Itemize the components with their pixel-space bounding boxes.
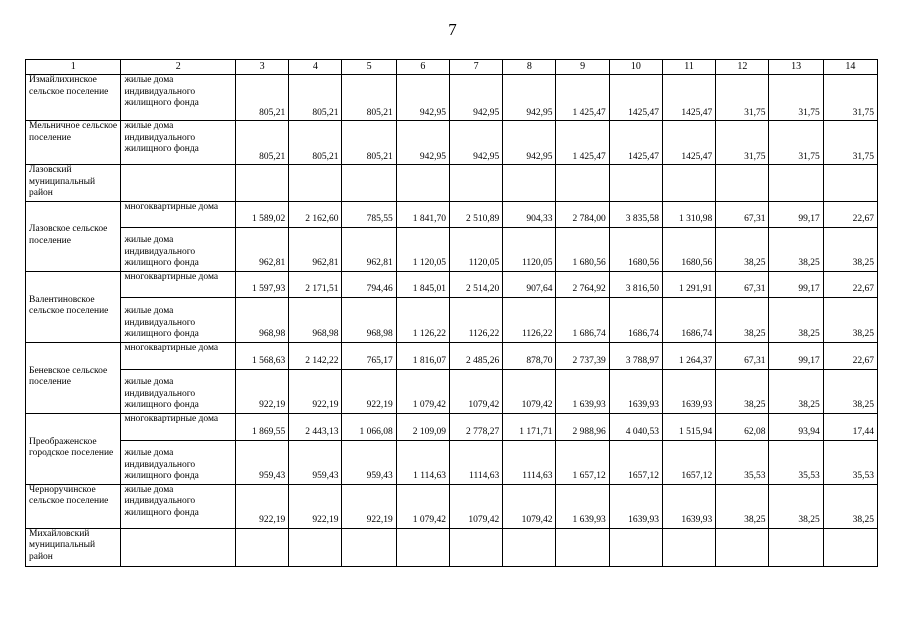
table-row (26, 484, 878, 528)
value-cell: 2 171,51 (289, 271, 342, 297)
value-cell: 1 639,93 (556, 369, 609, 413)
settlement-name: Мельничное сельское поселение (26, 121, 121, 165)
value-cell: 942,95 (449, 121, 502, 165)
value-cell: 1 589,02 (235, 201, 288, 227)
value-cell: 2 510,89 (449, 201, 502, 227)
value-cell: 1 425,47 (556, 121, 609, 165)
empty-cell (289, 165, 342, 202)
value-cell: 1 597,93 (235, 271, 288, 297)
value-cell: 1657,12 (609, 440, 662, 484)
value-cell: 17,44 (823, 413, 877, 440)
housing-type: многоквартирные дома (121, 271, 236, 297)
value-cell: 2 737,39 (556, 342, 609, 369)
housing-type: жилые дома индивидуального жилищного фонда (121, 75, 236, 121)
table-row (26, 75, 878, 121)
value-cell: 1079,42 (503, 369, 556, 413)
value-cell: 1680,56 (662, 227, 715, 271)
value-cell: 31,75 (716, 75, 769, 121)
value-cell: 4 040,53 (609, 413, 662, 440)
table-row (26, 369, 878, 413)
value-cell: 2 988,96 (556, 413, 609, 440)
value-cell: 38,25 (823, 297, 877, 342)
value-cell: 922,19 (342, 484, 396, 528)
value-cell: 922,19 (235, 484, 288, 528)
value-cell: 22,67 (823, 271, 877, 297)
value-cell: 1 425,47 (556, 75, 609, 121)
value-cell: 794,46 (342, 271, 396, 297)
empty-cell (556, 528, 609, 566)
value-cell: 1 657,12 (556, 440, 609, 484)
settlement-name: Черноручинское сельское поселение (26, 484, 121, 528)
value-cell: 62,08 (716, 413, 769, 440)
value-cell: 805,21 (342, 75, 396, 121)
value-cell: 962,81 (342, 227, 396, 271)
value-cell: 1079,42 (503, 484, 556, 528)
housing-type: жилые дома индивидуального жилищного фонда (121, 297, 236, 342)
value-cell: 99,17 (769, 271, 823, 297)
column-header: 6 (396, 60, 449, 75)
value-cell: 31,75 (769, 121, 823, 165)
empty-cell (449, 165, 502, 202)
value-cell: 1425,47 (609, 121, 662, 165)
empty-cell (823, 528, 877, 566)
value-cell: 2 109,09 (396, 413, 449, 440)
value-cell: 67,31 (716, 201, 769, 227)
value-cell: 1126,22 (449, 297, 502, 342)
value-cell: 1 291,91 (662, 271, 715, 297)
column-header: 11 (662, 60, 715, 75)
empty-cell (769, 528, 823, 566)
value-cell: 959,43 (235, 440, 288, 484)
housing-type: жилые дома индивидуального жилищного фонда (121, 440, 236, 484)
district-name: Михайловский муниципальный район (26, 528, 121, 566)
district-row (26, 165, 878, 202)
column-header: 12 (716, 60, 769, 75)
empty-cell (769, 165, 823, 202)
empty-cell (609, 165, 662, 202)
empty-cell (556, 165, 609, 202)
empty-cell (396, 528, 449, 566)
empty-cell (121, 528, 236, 566)
value-cell: 959,43 (289, 440, 342, 484)
empty-cell (342, 528, 396, 566)
table-row (26, 271, 878, 297)
value-cell: 38,25 (769, 227, 823, 271)
settlement-name: Преображенское городское поселение (26, 413, 121, 484)
value-cell: 3 816,50 (609, 271, 662, 297)
value-cell: 962,81 (289, 227, 342, 271)
value-cell: 2 142,22 (289, 342, 342, 369)
value-cell: 38,25 (716, 297, 769, 342)
district-row (26, 528, 878, 566)
value-cell: 31,75 (769, 75, 823, 121)
housing-type: многоквартирные дома (121, 342, 236, 369)
value-cell: 1 845,01 (396, 271, 449, 297)
column-header: 10 (609, 60, 662, 75)
value-cell: 38,25 (769, 369, 823, 413)
value-cell: 1 079,42 (396, 369, 449, 413)
housing-type: многоквартирные дома (121, 413, 236, 440)
empty-cell (235, 528, 288, 566)
value-cell: 1114,63 (503, 440, 556, 484)
value-cell: 35,53 (823, 440, 877, 484)
value-cell: 1680,56 (609, 227, 662, 271)
tariff-table (25, 59, 878, 567)
empty-cell (716, 165, 769, 202)
value-cell: 38,25 (823, 227, 877, 271)
housing-type: жилые дома индивидуального жилищного фонда (121, 121, 236, 165)
value-cell: 942,95 (396, 75, 449, 121)
value-cell: 38,25 (716, 369, 769, 413)
empty-cell (235, 165, 288, 202)
value-cell: 1 639,93 (556, 484, 609, 528)
empty-cell (609, 528, 662, 566)
value-cell: 1 264,37 (662, 342, 715, 369)
value-cell: 942,95 (449, 75, 502, 121)
column-header: 4 (289, 60, 342, 75)
table-row (26, 227, 878, 271)
value-cell: 99,17 (769, 342, 823, 369)
empty-cell (662, 165, 715, 202)
housing-type: жилые дома индивидуального жилищного фонда (121, 227, 236, 271)
value-cell: 1079,42 (449, 484, 502, 528)
column-header: 9 (556, 60, 609, 75)
value-cell: 38,25 (823, 369, 877, 413)
page-number: 7 (448, 20, 457, 39)
column-header: 7 (449, 60, 502, 75)
value-cell: 1 079,42 (396, 484, 449, 528)
value-cell: 2 162,60 (289, 201, 342, 227)
value-cell: 1686,74 (662, 297, 715, 342)
value-cell: 968,98 (289, 297, 342, 342)
value-cell: 968,98 (235, 297, 288, 342)
value-cell: 22,67 (823, 342, 877, 369)
value-cell: 38,25 (716, 227, 769, 271)
value-cell: 1120,05 (503, 227, 556, 271)
settlement-name: Лазовское сельское поселение (26, 201, 121, 271)
value-cell: 805,21 (289, 121, 342, 165)
value-cell: 99,17 (769, 201, 823, 227)
settlement-name: Измайлихинское сельское поселение (26, 75, 121, 121)
value-cell: 1 515,94 (662, 413, 715, 440)
value-cell: 942,95 (503, 121, 556, 165)
table-row (26, 342, 878, 369)
value-cell: 1114,63 (449, 440, 502, 484)
value-cell: 1639,93 (662, 369, 715, 413)
table-row (26, 201, 878, 227)
value-cell: 93,94 (769, 413, 823, 440)
value-cell: 959,43 (342, 440, 396, 484)
header-row (26, 60, 878, 75)
housing-type: многоквартирные дома (121, 201, 236, 227)
column-header: 13 (769, 60, 823, 75)
value-cell: 1 066,08 (342, 413, 396, 440)
column-header: 14 (823, 60, 877, 75)
column-header: 3 (235, 60, 288, 75)
table-row (26, 297, 878, 342)
empty-cell (662, 528, 715, 566)
value-cell: 2 778,27 (449, 413, 502, 440)
value-cell: 922,19 (289, 484, 342, 528)
value-cell: 1 841,70 (396, 201, 449, 227)
value-cell: 35,53 (769, 440, 823, 484)
value-cell: 765,17 (342, 342, 396, 369)
value-cell: 1079,42 (449, 369, 502, 413)
value-cell: 942,95 (503, 75, 556, 121)
column-header: 5 (342, 60, 396, 75)
value-cell: 805,21 (289, 75, 342, 121)
value-cell: 67,31 (716, 342, 769, 369)
value-cell: 1 126,22 (396, 297, 449, 342)
value-cell: 1 120,05 (396, 227, 449, 271)
empty-cell (503, 165, 556, 202)
value-cell: 805,21 (235, 121, 288, 165)
empty-cell (342, 165, 396, 202)
value-cell: 1120,05 (449, 227, 502, 271)
value-cell: 35,53 (716, 440, 769, 484)
value-cell: 1 816,07 (396, 342, 449, 369)
value-cell: 878,70 (503, 342, 556, 369)
empty-cell (289, 528, 342, 566)
value-cell: 38,25 (823, 484, 877, 528)
value-cell: 904,33 (503, 201, 556, 227)
value-cell: 922,19 (289, 369, 342, 413)
value-cell: 1 680,56 (556, 227, 609, 271)
value-cell: 1 686,74 (556, 297, 609, 342)
value-cell: 2 784,00 (556, 201, 609, 227)
value-cell: 1639,93 (609, 369, 662, 413)
value-cell: 922,19 (235, 369, 288, 413)
value-cell: 1639,93 (662, 484, 715, 528)
value-cell: 968,98 (342, 297, 396, 342)
empty-cell (823, 165, 877, 202)
value-cell: 2 764,92 (556, 271, 609, 297)
value-cell: 38,25 (769, 484, 823, 528)
value-cell: 31,75 (823, 121, 877, 165)
table-row (26, 121, 878, 165)
value-cell: 962,81 (235, 227, 288, 271)
column-header: 8 (503, 60, 556, 75)
value-cell: 67,31 (716, 271, 769, 297)
value-cell: 922,19 (342, 369, 396, 413)
value-cell: 1 114,63 (396, 440, 449, 484)
column-header: 2 (121, 60, 236, 75)
value-cell: 1686,74 (609, 297, 662, 342)
value-cell: 2 485,26 (449, 342, 502, 369)
table-row (26, 413, 878, 440)
district-name: Лазовский муниципальный район (26, 165, 121, 202)
value-cell: 2 514,20 (449, 271, 502, 297)
empty-cell (121, 165, 236, 202)
empty-cell (503, 528, 556, 566)
value-cell: 2 443,13 (289, 413, 342, 440)
value-cell: 38,25 (716, 484, 769, 528)
value-cell: 907,64 (503, 271, 556, 297)
housing-type: жилые дома индивидуального жилищного фонда (121, 369, 236, 413)
value-cell: 785,55 (342, 201, 396, 227)
value-cell: 1 869,55 (235, 413, 288, 440)
empty-cell (396, 165, 449, 202)
value-cell: 805,21 (342, 121, 396, 165)
value-cell: 1 171,71 (503, 413, 556, 440)
value-cell: 31,75 (823, 75, 877, 121)
value-cell: 1425,47 (662, 75, 715, 121)
value-cell: 1 310,98 (662, 201, 715, 227)
column-header: 1 (26, 60, 121, 75)
value-cell: 1 568,63 (235, 342, 288, 369)
value-cell: 38,25 (769, 297, 823, 342)
empty-cell (449, 528, 502, 566)
value-cell: 3 788,97 (609, 342, 662, 369)
empty-cell (716, 528, 769, 566)
value-cell: 1126,22 (503, 297, 556, 342)
settlement-name: Беневское сельское поселение (26, 342, 121, 413)
value-cell: 1425,47 (609, 75, 662, 121)
value-cell: 1425,47 (662, 121, 715, 165)
value-cell: 942,95 (396, 121, 449, 165)
value-cell: 3 835,58 (609, 201, 662, 227)
settlement-name: Валентиновское сельское поселение (26, 271, 121, 342)
value-cell: 31,75 (716, 121, 769, 165)
value-cell: 1657,12 (662, 440, 715, 484)
value-cell: 805,21 (235, 75, 288, 121)
housing-type: жилые дома индивидуального жилищного фонда (121, 484, 236, 528)
table-row (26, 440, 878, 484)
value-cell: 1639,93 (609, 484, 662, 528)
value-cell: 22,67 (823, 201, 877, 227)
